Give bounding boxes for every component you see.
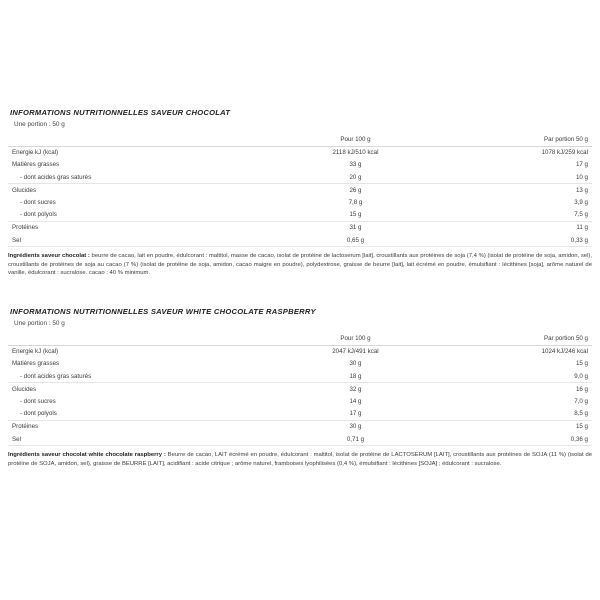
row-label: - dont polyols	[8, 209, 277, 222]
row-label: Glucides	[12, 186, 37, 194]
section-white-chocolate-raspberry	[8, 307, 592, 474]
table-row	[8, 209, 592, 222]
row-label: Protéines	[12, 224, 39, 232]
table-row	[8, 146, 592, 159]
row-label: Matières grasses	[12, 161, 60, 169]
row-value-per-100g: 30 g	[349, 360, 362, 368]
table-row	[8, 370, 592, 383]
ingredients-text: Beurre de cacao, LAIT écrémé en poudre, édulcorant : maltitol, isolat de protéine de LACTOSERUM [LAIT], croustillants aux protéines de SOJA (11 %) (isolat de protéine de SOJA, amidon, sel), graisse de BEURRE [LAIT], acidifiant : acide citrique ; arôme naturel, framboises lyophilisées (0,4 %), émulsifiant : lécithines [SOJA] ; édulcorant : sucralose.	[8, 452, 592, 467]
table-row	[8, 395, 592, 407]
ingredients-text: beurre de cacao, lait en poudre, édulcorant : maltitol, masse de cacao, isolat de protéine de lactoserum [lait], croustillants aux protéines de soja (7,4 %) (isolat de protéine de soja, amidon, sel), croustillants de protéines de soja au cacao (7 %) (isolat de protéine de soja, amidon, cacao maigre en poudre), polydextrose, graisse de beurre [lait], lait écrémé en poudre, émulsifiant : lécithines [soja], arôme naturel de vanille, édulcorant : sucralose. cacao : 40 % minimum.	[8, 253, 592, 277]
table-header-chocolat	[8, 133, 592, 146]
row-value-per-100g: 14 g	[349, 397, 362, 405]
row-value-per-100g: 30 g	[349, 423, 362, 431]
table-body-white-chocolate-raspberry	[8, 345, 592, 446]
section-title-chocolat: INFORMATIONS NUTRITIONNELLES SAVEUR CHOCOLAT	[10, 108, 231, 117]
row-value-per-portion: 7,0 g	[574, 397, 588, 405]
row-value-per-portion: 9,0 g	[434, 370, 592, 383]
table-header-white-chocolate-raspberry	[8, 332, 592, 345]
row-value-per-100g: 33 g	[349, 161, 362, 169]
row-value-per-portion: 1024 kJ/246 kcal	[541, 348, 588, 356]
row-value-per-portion: 1078 kJ/259 kcal	[541, 149, 588, 157]
row-label: Sel	[8, 234, 277, 247]
row-value-per-portion: 17 g	[575, 161, 588, 169]
row-value-per-portion: 15 g	[575, 360, 588, 368]
row-label: Energie kJ (kcal)	[12, 149, 59, 157]
portion-note-chocolat: Une portion : 50 g	[14, 121, 65, 128]
row-value-per-100g: 2047 kJ/491 kcal	[332, 348, 379, 356]
row-value-per-portion: 0,36 g	[434, 433, 592, 446]
table-body-chocolat	[8, 146, 592, 247]
row-value-per-100g: 26 g	[349, 186, 362, 194]
row-value-per-portion: 10 g	[434, 171, 592, 184]
ingredients-white-chocolate-raspberry	[8, 451, 592, 468]
row-value-per-100g: 31 g	[349, 224, 362, 232]
row-label: Glucides	[12, 385, 37, 393]
table-row	[8, 171, 592, 184]
column-header-per-100g: Pour 100 g	[277, 133, 435, 146]
ingredients-label: Ingrédients saveur chocolat :	[8, 253, 90, 260]
nutrition-table-white-chocolate-raspberry	[8, 332, 592, 446]
table-header-row	[8, 332, 592, 345]
column-header-label	[8, 133, 277, 146]
portion-note-white-chocolate-raspberry: Une portion : 50 g	[14, 320, 65, 327]
table-row	[8, 234, 592, 247]
table-row	[8, 408, 592, 421]
row-label: Protéines	[12, 423, 39, 431]
row-label: - dont acides gras saturés	[8, 370, 277, 383]
row-value-per-100g: 2118 kJ/510 kcal	[332, 149, 379, 157]
column-header-per-portion: Par portion 50 g	[434, 332, 592, 345]
row-value-per-portion: 15 g	[575, 423, 588, 431]
row-label: Matières grasses	[12, 360, 60, 368]
table-header-row	[8, 133, 592, 146]
section-title-white-chocolate-raspberry: INFORMATIONS NUTRITIONNELLES SAVEUR WHITE CHOCOLATE RASPBERRY	[10, 307, 316, 316]
table-row	[8, 383, 592, 396]
column-header-label	[8, 332, 277, 345]
row-value-per-100g: 15 g	[277, 209, 435, 222]
table-row	[8, 420, 592, 433]
row-label: - dont sucres	[20, 198, 56, 206]
nutrition-table-chocolat	[8, 133, 592, 247]
column-header-per-100g: Pour 100 g	[277, 332, 435, 345]
row-label: - dont polyols	[8, 408, 277, 421]
row-value-per-portion: 11 g	[576, 224, 588, 232]
row-value-per-100g: 7,8 g	[348, 198, 363, 206]
row-value-per-100g: 32 g	[349, 385, 362, 393]
row-label: Sel	[8, 433, 277, 446]
row-label: - dont acides gras saturés	[8, 171, 277, 184]
table-row	[8, 196, 592, 208]
row-label: Energie kJ (kcal)	[12, 348, 59, 356]
row-value-per-portion: 8,5 g	[434, 408, 592, 421]
row-value-per-portion: 0,33 g	[434, 234, 592, 247]
table-row	[8, 358, 592, 370]
row-value-per-100g: 18 g	[277, 370, 435, 383]
table-row	[8, 345, 592, 358]
row-value-per-100g: 20 g	[277, 171, 435, 184]
ingredients-label: Ingrédients saveur chocolat white chocolate raspberry :	[8, 452, 166, 459]
row-value-per-portion: 16 g	[575, 385, 588, 393]
row-value-per-100g: 17 g	[277, 408, 435, 421]
table-row	[8, 184, 592, 197]
row-value-per-100g: 0,65 g	[277, 234, 435, 247]
table-row	[8, 159, 592, 171]
row-value-per-portion: 13 g	[575, 186, 588, 194]
ingredients-chocolat	[8, 252, 592, 278]
row-value-per-portion: 7,5 g	[434, 209, 592, 222]
table-row	[8, 433, 592, 446]
row-value-per-portion: 3,9 g	[574, 198, 588, 206]
column-header-per-portion: Par portion 50 g	[434, 133, 592, 146]
section-chocolat	[8, 108, 592, 284]
row-value-per-100g: 0,71 g	[277, 433, 435, 446]
row-label: - dont sucres	[20, 397, 56, 405]
table-row	[8, 221, 592, 234]
